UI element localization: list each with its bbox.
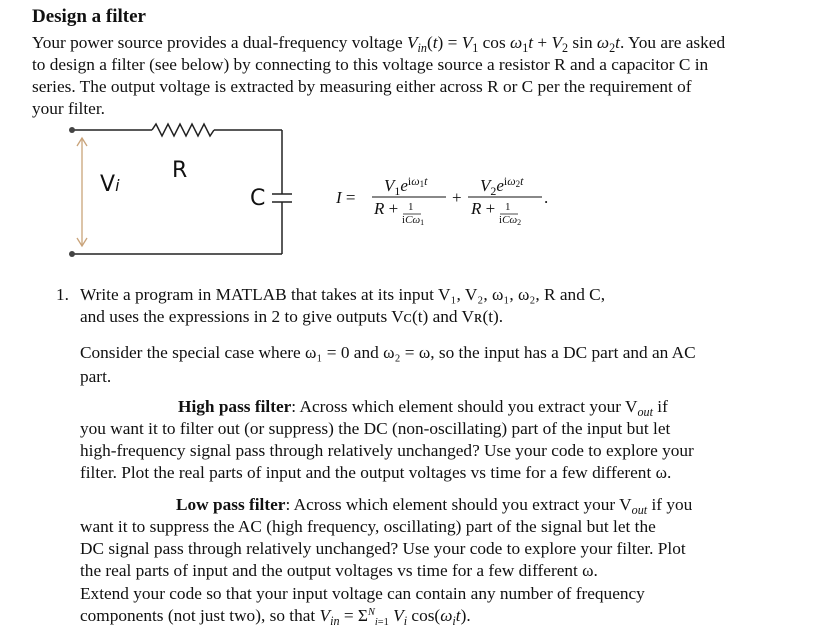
low-line-2: want it to suppress the AC (high frequency, oscillating) part of the signal but let the bbox=[80, 517, 656, 536]
intro-line-4: your filter. bbox=[32, 99, 105, 118]
special-line-1: Consider the special case where ω₁ = 0 and ω₂ = ω, so the input has a DC part and an AC bbox=[80, 343, 696, 362]
resistor-symbol bbox=[152, 124, 214, 136]
low-line-5: Extend your code so that your input voltage can contain any number of frequency bbox=[80, 584, 645, 603]
terminal-top bbox=[69, 127, 75, 133]
item-number: 1. bbox=[56, 285, 69, 304]
high-line-2: you want it to filter out (or suppress) the DC (non-oscillating) part of the input but let bbox=[80, 419, 671, 438]
low-line-1: Low pass filter: Across which element should you extract your $V_{out}$ if you bbox=[176, 495, 693, 517]
intro-line-3: series. The output voltage is extracted by measuring either across R or C per the requirement of bbox=[32, 77, 692, 96]
special-line-2: part. bbox=[80, 367, 112, 386]
formula-period: . bbox=[544, 188, 549, 207]
item1-line-2: and uses the expressions in 2 to give outputs Vᴄ(t) and Vʀ(t). bbox=[80, 307, 504, 326]
low-pass-label: Low pass filter bbox=[176, 495, 286, 514]
denominator-1: R + bbox=[374, 199, 399, 218]
current-formula: I = $V_1e^{i\omega_1t}$ R + 1 iCω$_1$ + $V_2e^{i\omega_2t}$ R + 1 iCω$_2$ . bbox=[336, 174, 549, 227]
intro-line-2: to design a filter (see below) by connecting to this voltage source a resistor R and a capacitor C in bbox=[32, 55, 709, 74]
capacitor-label: C bbox=[250, 186, 266, 211]
page-title: Design a filter bbox=[32, 6, 146, 27]
terminal-bottom bbox=[69, 251, 75, 257]
resistor-label: R bbox=[172, 158, 188, 183]
numerator-1: $V_1e^{i\omega_1t}$ bbox=[384, 174, 428, 198]
item1-line-1: Write a program in MATLAB that takes at its input V₁, V₂, ω₁, ω₂, R and C, bbox=[80, 285, 606, 304]
low-line-3: DC signal pass through relatively unchanged? Use your code to explore your filter. Plot bbox=[80, 539, 686, 558]
low-line-4: the real parts of input and the output voltages vs time for a few different ω. bbox=[80, 561, 598, 580]
rc-circuit-diagram bbox=[60, 118, 300, 258]
high-line-4: filter. Plot the real parts of input and the output voltages vs time for a few different ω. bbox=[80, 463, 672, 482]
low-line-6: components (not just two), so that $V_{in} = \Sigma^N_{i=1}$ $V_i$ $\cos(\omega_it)$. bbox=[80, 606, 471, 628]
high-line-3: high-frequency signal pass through relatively unchanged? Use your code to explore your bbox=[80, 441, 694, 460]
denominator-2: R + bbox=[471, 199, 496, 218]
formula-lhs: I = bbox=[336, 188, 356, 207]
numerator-2: $V_2e^{i\omega_2t}$ bbox=[480, 174, 524, 198]
source-voltage-label: Vi bbox=[100, 172, 120, 197]
formula-plus: + bbox=[452, 188, 462, 207]
high-line-1: High pass filter: Across which element should you extract your $V_{out}$ if bbox=[178, 397, 668, 419]
intro-line-1: Your power source provides a dual-frequency voltage $V_{in}(t) = V_1$ $\cos \omega_1t + V_2$ $\sin \omega_2t$. You are asked bbox=[32, 33, 726, 55]
high-pass-label: High pass filter bbox=[178, 397, 292, 416]
